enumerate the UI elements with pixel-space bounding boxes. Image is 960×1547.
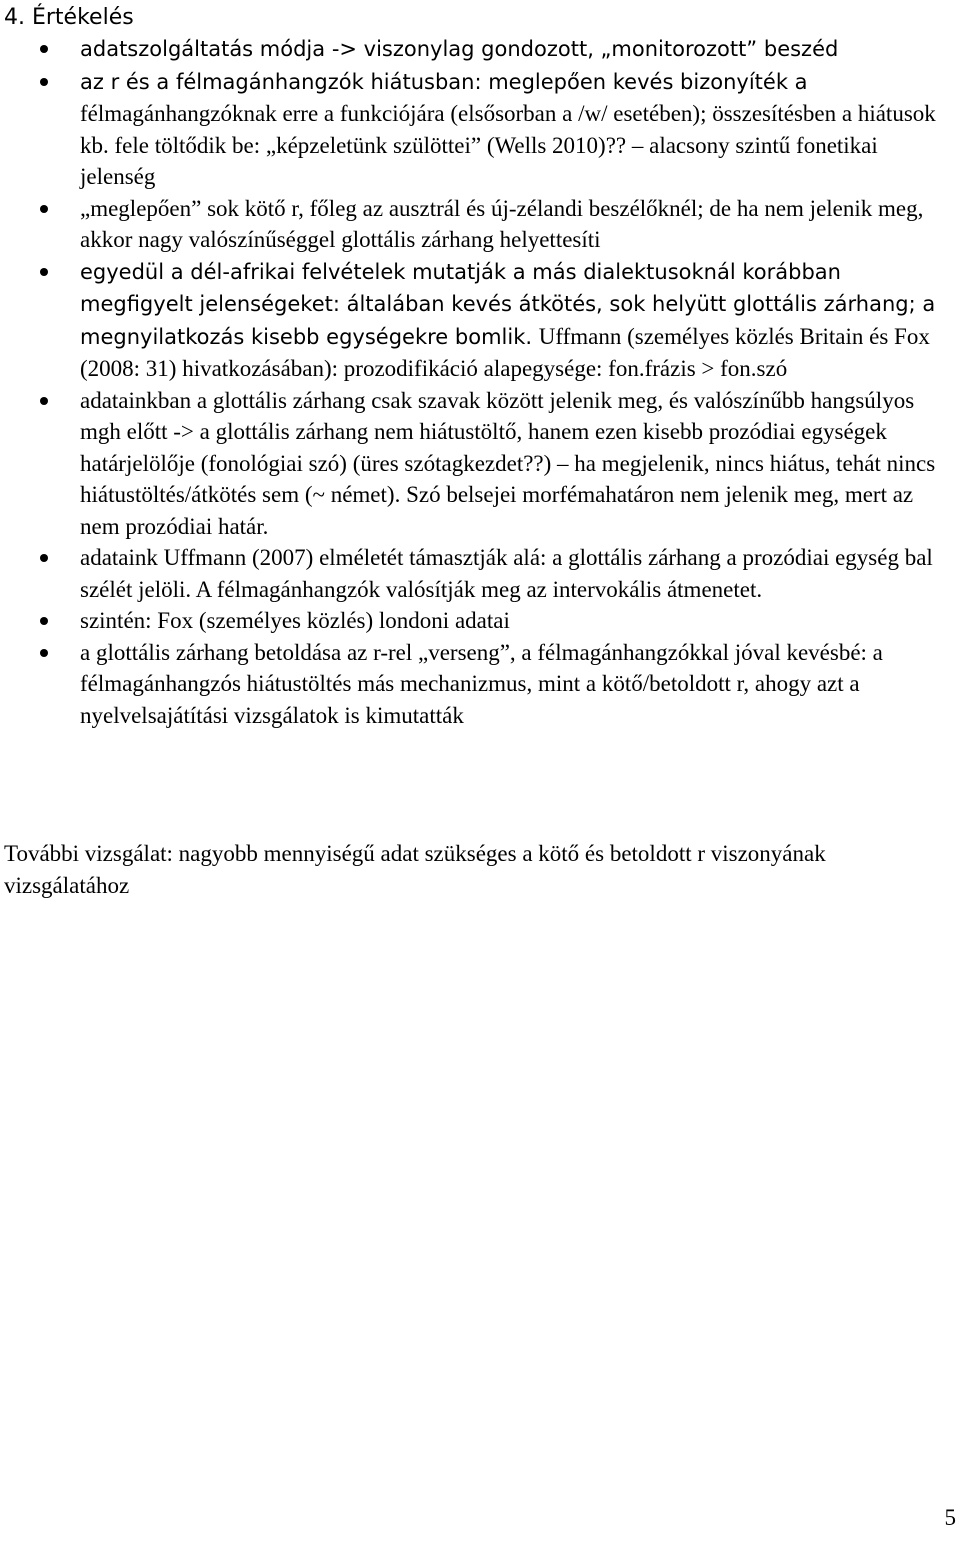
bullet-text: adatszolgáltatás módja -> viszonylag gondozott, „monitorozott” beszéd bbox=[80, 37, 839, 61]
bullet-item bbox=[0, 605, 960, 637]
bullet-item bbox=[0, 385, 960, 543]
bullet-item bbox=[0, 66, 960, 193]
bullet-item bbox=[0, 542, 960, 605]
bullet-text: adatainkban a glottális zárhang csak szavak között jelenik meg, és valószínűbb hangsúlyos mgh előtt -> a glottális zárhang nem hiátustöltő, hanem ezen kisebb prozódiai egységek határjelölője (fonológiai szó) (üres szótagkezdet??) – ha megjelenik, nincs hiátus, tehát nincs hiátustöltés/átkötés sem (~ német). Szó belsejei morfémahatáron nem jelenik meg, mert az nem prozódiai határ. bbox=[80, 387, 936, 539]
bullet-text: a glottális zárhang betoldása az r-rel „verseng”, a félmagánhangzókkal jóval kevésbé: a félmagánhangzós hiátustöltés más mechanizmus, mint a kötő/betoldott r, ahogy azt a nyelvelsajátítási vizsgálatok is kimutatták bbox=[80, 639, 883, 728]
bullet-list bbox=[0, 33, 960, 731]
bullet-text: szintén: Fox (személyes közlés) londoni adatai bbox=[80, 608, 510, 633]
bullet-dot-icon bbox=[40, 554, 48, 562]
bullet-dot-icon bbox=[40, 268, 48, 276]
bullet-item bbox=[0, 33, 960, 66]
bullet-text: „meglepően” sok kötő r, főleg az ausztrál és új-zélandi beszélőknél; de ha nem jelenik meg, akkor nagy valószínűséggel glottális zárhang helyettesíti bbox=[80, 195, 924, 252]
bullet-dot-icon bbox=[40, 205, 48, 213]
bullet-text: adataink Uffmann (2007) elméletét támasztják alá: a glottális zárhang a prozódiai egység bal szélét jelöli. A félmagánhangzók valósítják meg az intervokális átmenetet. bbox=[80, 545, 933, 602]
bullet-text: Uffmann (személyes közlés Britain és Fox (2008: 31) hivatkozásában): prozodifikáció alapegysége: fon.frázis > fon.szó bbox=[80, 323, 930, 381]
page-number: 5 bbox=[944, 1505, 956, 1530]
bullet-dot-icon bbox=[40, 617, 48, 625]
bullet-item bbox=[0, 256, 960, 385]
bullet-text: az r és a félmagánhangzók hiátusban: meglepően kevés bizonyíték a bbox=[80, 69, 808, 94]
section-heading: 4. Értékelés bbox=[4, 5, 134, 30]
bullet-dot-icon bbox=[40, 649, 48, 657]
closing-paragraph: További vizsgálat: nagyobb mennyiségű adat szükséges a kötő és betoldott r viszonyának vizsgálatához bbox=[4, 841, 826, 898]
bullet-dot-icon bbox=[40, 45, 48, 53]
bullet-dot-icon bbox=[40, 78, 48, 86]
bullet-dot-icon bbox=[40, 397, 48, 405]
bullet-item bbox=[0, 637, 960, 732]
bullet-text: félmagánhangzóknak erre a funkciójára (elsősorban a /w/ esetében); összesítésben a hiátusok kb. fele töltődik be: „képzeletünk szülöttei” (Wells 2010)?? – alacsony szintű fonetikai jelenség bbox=[80, 101, 936, 189]
bullet-text: egyedül a dél-afrikai felvételek mutatják a más dialektusoknál korábban megfigyelt jelenségeket: általában kevés átkötés, sok helyütt glottális zárhang; a megnyilatkozás kisebb egységekre bomlik. bbox=[80, 259, 936, 349]
bullet-item bbox=[0, 193, 960, 256]
